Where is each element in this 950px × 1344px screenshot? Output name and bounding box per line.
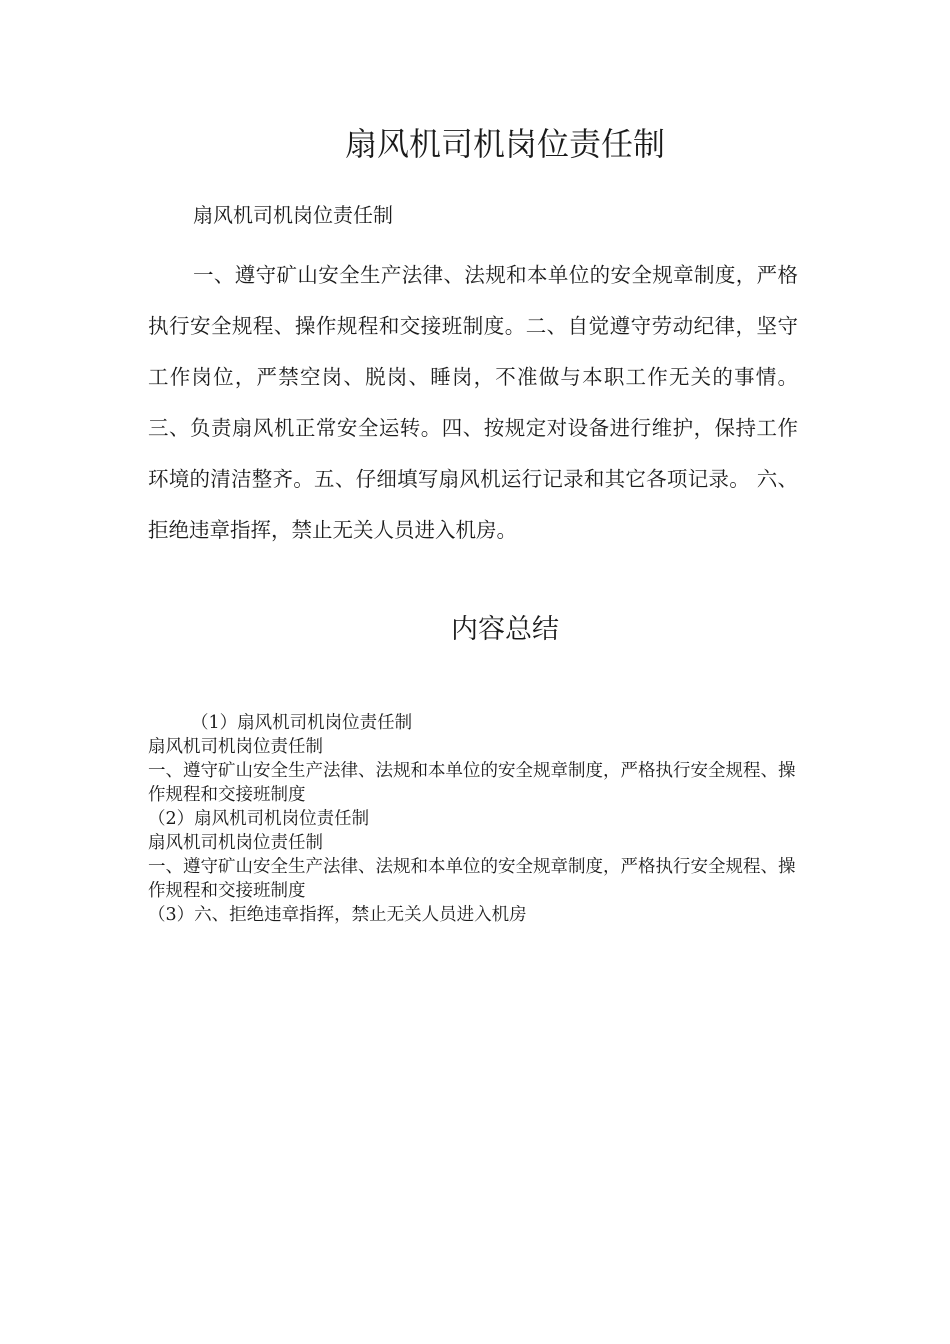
summary-item-1-line-2: 一、遵守矿山安全生产法律、法规和本单位的安全规章制度，严格执行安全规程、操作规程和交接班制度 bbox=[148, 761, 796, 805]
summary-section bbox=[148, 711, 798, 927]
summary-item-2-line-1: 扇风机司机岗位责任制 bbox=[148, 833, 323, 853]
document-title: 扇风机司机岗位责任制 bbox=[344, 125, 665, 163]
summary-item-3-heading: （3）六、拒绝违章指挥，禁止无关人员进入机房 bbox=[148, 905, 527, 925]
summary-item-1-heading: （1）扇风机司机岗位责任制 bbox=[191, 713, 413, 733]
summary-title: 内容总结 bbox=[451, 614, 559, 645]
summary-item-2-line-2: 一、遵守矿山安全生产法律、法规和本单位的安全规章制度，严格执行安全规程、操作规程和交接班制度 bbox=[148, 857, 796, 901]
document-body: 一、遵守矿山安全生产法律、法规和本单位的安全规章制度，严格执行安全规程、操作规程和交接班制度。二、自觉遵守劳动纪律，坚守工作岗位，严禁空岗、脱岗、睡岗，不准做与本职工作无关的事情。三、负责扇风机正常安全运转。四、按规定对设备进行维护，保持工作环境的清洁整齐。五、仔细填写扇风机运行记录和其它各项记录。 六、拒绝违章指挥，禁止无关人员进入机房。 bbox=[148, 263, 798, 542]
summary-item-1-line-1: 扇风机司机岗位责任制 bbox=[148, 737, 323, 757]
summary-item-2-heading: （2）扇风机司机岗位责任制 bbox=[148, 809, 370, 829]
document-subtitle: 扇风机司机岗位责任制 bbox=[193, 203, 393, 227]
